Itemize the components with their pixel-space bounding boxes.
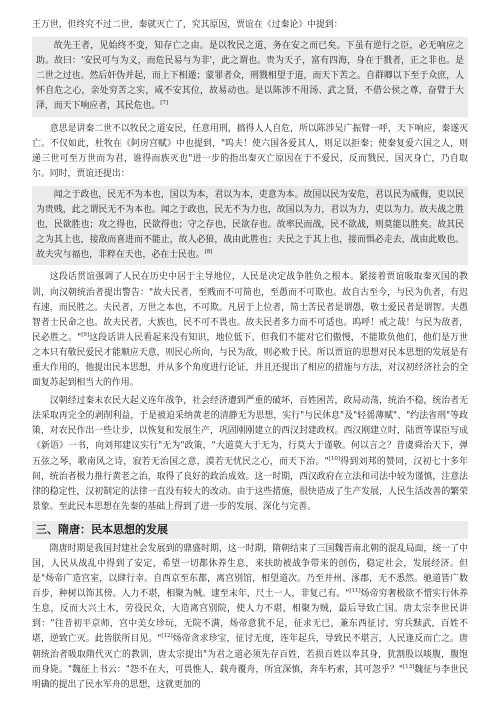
paragraph-jiayi-warning [32, 270, 468, 391]
paragraph-analysis: 意思是讲秦二世不以牧民之道安民，任意用刑，搞得人人自危，所以陈涉吴广振臂一呼，天下响应，秦遂灭亡。不仅如此，杜牧在《阿房宫赋》中也提到，"呜夫！使六国各爱其人，则足以拒秦；使秦复爱六国之人，则递三世可至万世而为君，谁得而族灭也"进一步的指出秦灭亡原因在于不爱民，反而戮民，国灭身亡，乃自取尔。同时，贾谊还提出： [32, 123, 468, 179]
footnote-ref[interactable]: [9] [81, 331, 89, 338]
footnote-ref[interactable]: [7] [160, 100, 169, 107]
paragraph-text: 隋唐时期是我国封建社会发展到的鼎盛时期，这一时期，隋朝结束了三国魏晋南北朝的混乱局面，统一了中国，人民从战乱中得到了安定，希望一切都休养生息，来扶助被战争带来的创伤，稳定社会，发展经济。但是"炀帝广造宫室，以肆行幸。自西京至东都，离宫别馆，相望道次。乃至并州、涿郡，无不悉然。驰道皆广数百步，种树以饰其傍。人力不堪，相聚为贼。逮至末年，尺土一人，非复己有。" [32, 543, 468, 600]
paragraph-text: 得到刘邦的赞同，汉初七十多年间，统治者极力推行黄老之治，取得了良好的政治成效。这一时期，西汉政府在立法和司法中较为谨慎，注意法律的稳定性，汉初制定的法律一直没有较大的改动。由于这些措施，很快造成了生产发展，人民生活改善的繁荣景象。至此民本思想在先秦的基础上得到了进一步的发展、深化与完善。 [32, 456, 468, 512]
paragraph-text: 魏征与李世民明确的提出了民水军舟的思想，这就更加的 [32, 664, 468, 690]
paragraph-sui-tang [32, 542, 468, 693]
quote-guoqinlun [32, 37, 468, 116]
quote-text: 闻之于政也，民无不为本也，国以为本，君以为本，吏意为本。故国以民为安危，君以民为威侮，吏以民为贵贱，此之谓民无不为本也。闻之于政也，民无不为力也，故国以为力，君以为力，吏以为力。故夫战之胜也，民欲胜也；攻之得也，民欲得也；守之存也，民欲存也。故率民而战，民不欲战，则莫能以胜矣。故其民之为其上也，接敌而喜进而不能止，故人必狼，战由此胜也；夫民之于其上也，接而惧必走去，战由此败也。故夫灾与福也，非粹在天也，必在士民也。 [36, 189, 464, 261]
quote-jiayi-minben [32, 186, 468, 265]
paragraph-han-policy [32, 394, 468, 515]
paragraph-text: 这段话讲人民看起来没有知识，地位低下，但我们不能对它们傲慢，不能欺负他们，他们是万世之本只有敬民爱民才能顺应天意，则民心所向，与民为敌，则必败于民。所以贾谊的思想对民本思想的发展是有重大作用的，他提出民本思想，并从多个角度进行论证，并且还提出了相应的措施与方法，对汉初经济社会的全面复苏起到相当大的作用。 [32, 332, 468, 389]
quote-text: 故先王者，见始终不变，知存亡之由。是以牧民之道，务在安之而已矣。下虽有逆行之臣，必无响应之助。故曰：'安民可与为义，而危民易与为非'，此之谓也。贵为天子，富有四海，身在于戮者，正之非也。是二世之过也。然后奸伪并起，而上下相遁；蒙罪者众，刑戮相望于道，而天下苦之。自群卿以下至于众庶，人怀自危之心，亲处穷苦之实，咸不安其位，故易动也。是以陈涉不用汤、武之贤，不借公侯之尊，奋臂于大泽，而天下响应者，其民危也。 [36, 41, 464, 112]
paragraph-text: 炀帝穷奢极欲不惜实行休养生息，反而大兴土木，劳役民众，大造离宫别院，使人力不堪，相聚为贼，最后导致亡国。唐太宗李世民讲到："往昔初平京师，宫中美女珍玩，无院不满，炀帝意犹不足，征求无已，兼东西征讨，穷兵黩武，百姓不堪，逆致亡灭。此皆朕所目见。" [32, 589, 468, 645]
paragraph-text: 汉朝经过秦末农民大起义连年战争，社会经济遭到严重的破坏，百姓困苦，政局动荡，统治不稳，统治者无法采取再完全的剥削利益，于是被迫采纳黄老的清静无为思想，实行"与民休息"及"轻徭薄赋"、"约法省刑"等政策，对农民作出一些让步，以恢复和发展生产，巩固刚刚建立的西汉封建政权。西汉刚建立时，陆贾等谋臣写成《新语》一书，向刘邦建议实行"无为"政策，"大道莫大于无为，行莫大于谨敬。何以言之？昔虞舜治天下，弹五弦之琴，歌南风之诗，寂若无治国之意，漠若无忧民之心，而天下治。" [32, 396, 468, 467]
footnote-ref[interactable]: [11] [349, 588, 361, 595]
footnote-ref[interactable]: [12] [161, 633, 173, 640]
paragraph-intro: 王万世，但终究不过二世，秦就灭亡了，究其原因，贾谊在《过秦论》中提到： [32, 20, 343, 30]
footnote-ref[interactable]: [13] [402, 663, 415, 670]
paragraph-text: 这段话贯谊强调了人民在历史中居于主导地位，人民是决定战争胜负之根本。紧接着贾谊吸取秦灭国的教训，向汉朝统治者提出警告："故夫民者，至贱而不可简也，至愚而不可欺也。故自古至今，与民为仇者，有迟有速，而民胜之。夫民者，万世之本也，不可欺。凡居于上位者，简士苦民者是谓愚，敬士爱民者是谓智。夫愚智者士民命之也。故夫民者，大族也，民不可不畏也。故夫民者多力而不可适也。呜呼！戒之哉！与民为敌者，民必胜之。" [32, 272, 468, 343]
footnote-ref[interactable]: [8] [204, 249, 213, 256]
section-heading: 三、隋唐：民本思想的发展 [32, 521, 468, 539]
paragraph-text: 炀帝贪求珍宝，征讨无度，连年起兵，导致民不堪言，人民逢反而亡之。唐朝统治者吸取隋代灭亡的教训，唐太宗提出"为君之道必须先存百姓，若损百姓以奉其身，犹割股以啖腹，腹饱而身毙。"魏征上书云："怨不在大，可畏惟人，载舟覆舟，所宜深慎，奔车朽索，其可忽乎？" [32, 634, 468, 675]
footnote-ref[interactable]: [10] [328, 455, 340, 462]
